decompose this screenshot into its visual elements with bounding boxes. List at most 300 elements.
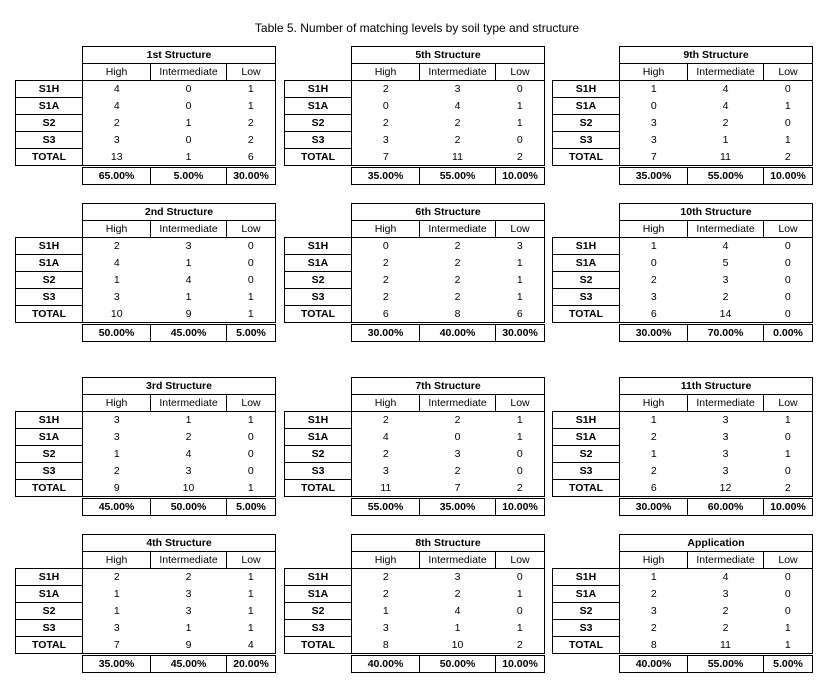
table-row [553, 586, 813, 603]
column-header: High [620, 64, 688, 81]
cell-value: 9 [151, 637, 227, 654]
cell-value: 1 [185, 414, 192, 427]
row-label: S2 [553, 603, 620, 620]
percentage-cell: 55.00% [688, 656, 764, 673]
cell-value: 2 [620, 429, 688, 446]
column-header: Intermediate [151, 64, 227, 81]
structure-table [552, 377, 812, 513]
table-row [285, 412, 545, 429]
percentage-row [285, 325, 545, 342]
column-header: Low [227, 64, 276, 81]
data-table [15, 377, 276, 516]
data-table [552, 377, 813, 516]
cell-value: 0 [496, 463, 545, 480]
cell-value: 2 [454, 134, 461, 146]
cell-value: 0 [764, 289, 813, 306]
column-header: Low [496, 221, 545, 238]
cell-value: 1 [227, 306, 276, 323]
structure-title: 6th Structure [352, 204, 545, 221]
cell-value: 3 [620, 289, 688, 306]
row-label: S1A [285, 98, 352, 115]
table-row [553, 412, 813, 429]
row-label: TOTAL [16, 480, 83, 497]
percentage-cell: 5.00% [764, 656, 813, 673]
cell-value: 1 [185, 291, 192, 303]
percentage-cell: 5.00% [227, 499, 276, 516]
cell-value: 1 [227, 98, 276, 115]
cell-value: 1 [496, 586, 545, 603]
cell-value: 3 [185, 240, 192, 253]
row-label: TOTAL [16, 149, 83, 166]
cell-value: 7 [420, 480, 496, 497]
cell-value: 0 [764, 238, 813, 255]
row-label: S3 [285, 132, 352, 149]
cell-value: 3 [352, 620, 420, 637]
cell-value: 9 [83, 480, 151, 497]
row-label: S3 [16, 620, 83, 637]
table-row [285, 115, 545, 132]
table-row [285, 463, 545, 480]
row-label: S1A [553, 255, 620, 272]
row-label: TOTAL [553, 306, 620, 323]
table-row [16, 620, 276, 637]
cell-value: 2 [352, 569, 420, 586]
row-label: S2 [16, 446, 83, 463]
structure-table [284, 534, 544, 670]
cell-value: 2 [496, 637, 545, 654]
row-label: S3 [16, 289, 83, 306]
row-label: S1H [285, 412, 352, 429]
column-header: Intermediate [420, 395, 496, 412]
row-label: S1H [285, 569, 352, 586]
cell-value: 1 [620, 81, 688, 98]
row-label: S1H [553, 412, 620, 429]
column-header: Low [496, 64, 545, 81]
structure-table [284, 377, 544, 513]
column-header: Intermediate [688, 552, 764, 569]
cell-value: 2 [83, 115, 151, 132]
table-row [553, 446, 813, 463]
row-label: S1A [285, 586, 352, 603]
percentage-cell: 10.00% [496, 168, 545, 185]
cell-value: 2 [620, 272, 688, 289]
table-row [16, 238, 276, 255]
cell-value: 2 [185, 431, 192, 443]
percentage-cell: 45.00% [151, 656, 227, 673]
data-table [15, 534, 276, 673]
cell-value: 4 [722, 83, 729, 96]
cell-value: 3 [454, 83, 461, 96]
cell-value: 2 [454, 274, 461, 286]
cell-value: 3 [454, 448, 461, 460]
cell-value: 3 [454, 571, 461, 584]
row-label: S1A [553, 429, 620, 446]
column-header: Intermediate [151, 395, 227, 412]
row-label: TOTAL [285, 637, 352, 654]
cell-value: 1 [151, 149, 227, 166]
cell-value: 3 [185, 605, 192, 617]
cell-value: 4 [722, 571, 729, 584]
cell-value: 1 [764, 132, 813, 149]
table-row [553, 306, 813, 323]
row-label: S2 [553, 115, 620, 132]
cell-value: 1 [496, 98, 545, 115]
cell-value: 2 [454, 465, 461, 477]
cell-value: 8 [420, 306, 496, 323]
data-table [284, 46, 545, 185]
row-label: S1H [16, 238, 83, 255]
percentage-cell: 50.00% [151, 499, 227, 516]
cell-value: 11 [420, 149, 496, 166]
table-row [285, 429, 545, 446]
cell-value: 5 [722, 257, 729, 269]
cell-value: 0 [764, 272, 813, 289]
cell-value: 4 [227, 637, 276, 654]
table-row [16, 272, 276, 289]
percentage-cell: 50.00% [420, 656, 496, 673]
cell-value: 0 [185, 134, 192, 146]
table-row [16, 429, 276, 446]
row-label: S1H [285, 81, 352, 98]
cell-value: 1 [620, 238, 688, 255]
percentage-cell: 35.00% [420, 499, 496, 516]
structure-title: 8th Structure [352, 535, 545, 552]
data-table [552, 46, 813, 185]
cell-value: 4 [352, 429, 420, 446]
row-label: S1A [16, 255, 83, 272]
cell-value: 4 [454, 100, 461, 112]
cell-value: 2 [352, 586, 420, 603]
cell-value: 0 [764, 81, 813, 98]
column-header: High [83, 221, 151, 238]
column-header: Low [227, 395, 276, 412]
cell-value: 13 [83, 149, 151, 166]
structure-table [284, 203, 544, 339]
cell-value: 11 [688, 637, 764, 654]
cell-value: 2 [496, 480, 545, 497]
cell-value: 2 [352, 412, 420, 429]
data-table [15, 46, 276, 185]
table-row [553, 255, 813, 272]
table-row [553, 132, 813, 149]
structure-title: 10th Structure [620, 204, 813, 221]
column-header: Intermediate [688, 395, 764, 412]
cell-value: 1 [83, 603, 151, 620]
cell-value: 3 [83, 429, 151, 446]
column-header: High [83, 552, 151, 569]
table-row [285, 132, 545, 149]
cell-value: 3 [352, 463, 420, 480]
table-row [285, 272, 545, 289]
cell-value: 0 [496, 446, 545, 463]
cell-value: 1 [496, 429, 545, 446]
cell-value: 1 [496, 115, 545, 132]
table-row [553, 569, 813, 586]
table-row [553, 429, 813, 446]
row-label: S3 [285, 463, 352, 480]
percentage-cell: 35.00% [83, 656, 151, 673]
table-row [553, 115, 813, 132]
column-header: Intermediate [688, 221, 764, 238]
cell-value: 2 [83, 238, 151, 255]
cell-value: 0 [764, 306, 813, 323]
row-label: S1H [285, 238, 352, 255]
row-label: S1H [16, 81, 83, 98]
cell-value: 4 [722, 100, 729, 112]
table-row [285, 620, 545, 637]
percentage-cell: 45.00% [83, 499, 151, 516]
structure-table [15, 203, 275, 339]
cell-value: 1 [227, 480, 276, 497]
cell-value: 2 [722, 622, 729, 634]
row-label: S3 [16, 463, 83, 480]
row-label: S1A [16, 429, 83, 446]
column-header: High [620, 395, 688, 412]
table-row [553, 463, 813, 480]
cell-value: 1 [764, 446, 813, 463]
percentage-cell: 35.00% [352, 168, 420, 185]
row-label: S3 [553, 289, 620, 306]
cell-value: 4 [83, 81, 151, 98]
structure-title: 2nd Structure [83, 204, 276, 221]
cell-value: 2 [185, 571, 192, 584]
cell-value: 1 [83, 586, 151, 603]
table-row [16, 603, 276, 620]
table-row [285, 603, 545, 620]
cell-value: 0 [764, 463, 813, 480]
column-header: High [83, 64, 151, 81]
row-label: S1H [553, 569, 620, 586]
data-table [284, 377, 545, 516]
table-row [285, 480, 545, 497]
data-table [284, 203, 545, 342]
cell-value: 2 [352, 81, 420, 98]
percentage-cell: 10.00% [764, 499, 813, 516]
percentage-cell: 0.00% [764, 325, 813, 342]
cell-value: 0 [496, 603, 545, 620]
column-header: Low [764, 221, 813, 238]
cell-value: 9 [151, 306, 227, 323]
row-label: S2 [16, 272, 83, 289]
structure-table [15, 377, 275, 513]
cell-value: 10 [151, 480, 227, 497]
cell-value: 4 [722, 240, 729, 253]
cell-value: 3 [83, 132, 151, 149]
column-header: Low [227, 221, 276, 238]
cell-value: 1 [722, 134, 729, 146]
cell-value: 2 [352, 115, 420, 132]
row-label: S3 [285, 289, 352, 306]
cell-value: 2 [352, 289, 420, 306]
column-header: High [352, 552, 420, 569]
cell-value: 0 [764, 569, 813, 586]
table-row [16, 289, 276, 306]
structure-title: 3rd Structure [83, 378, 276, 395]
row-label: TOTAL [553, 480, 620, 497]
column-header: High [620, 221, 688, 238]
data-table [15, 203, 276, 342]
cell-value: 3 [496, 238, 545, 255]
row-label: S2 [16, 115, 83, 132]
table-row [553, 289, 813, 306]
cell-value: 2 [620, 586, 688, 603]
cell-value: 3 [620, 132, 688, 149]
cell-value: 1 [352, 603, 420, 620]
row-label: S3 [553, 463, 620, 480]
table-row [16, 480, 276, 497]
cell-value: 2 [454, 257, 461, 269]
column-header: Low [496, 552, 545, 569]
cell-value: 3 [722, 448, 729, 460]
percentage-cell: 10.00% [496, 656, 545, 673]
row-label: TOTAL [285, 480, 352, 497]
cell-value: 1 [185, 622, 192, 634]
cell-value: 3 [722, 465, 729, 477]
cell-value: 2 [722, 291, 729, 303]
table-row [285, 586, 545, 603]
cell-value: 2 [454, 414, 461, 427]
column-header: High [352, 395, 420, 412]
row-label: S3 [553, 132, 620, 149]
table-row [285, 446, 545, 463]
column-header: High [352, 221, 420, 238]
cell-value: 0 [227, 272, 276, 289]
cell-value: 0 [227, 446, 276, 463]
cell-value: 1 [496, 289, 545, 306]
cell-value: 1 [83, 272, 151, 289]
row-label: S1H [553, 238, 620, 255]
percentage-cell: 45.00% [151, 325, 227, 342]
cell-value: 3 [83, 412, 151, 429]
cell-value: 3 [83, 289, 151, 306]
cell-value: 1 [454, 622, 461, 634]
cell-value: 0 [496, 81, 545, 98]
column-header: Low [764, 395, 813, 412]
table-caption: Table 5. Number of matching levels by soil type and structure [254, 21, 580, 35]
percentage-row [285, 168, 545, 185]
table-row [16, 255, 276, 272]
percentage-row [16, 168, 276, 185]
cell-value: 0 [227, 463, 276, 480]
data-table [284, 534, 545, 673]
row-label: S2 [285, 272, 352, 289]
cell-value: 3 [185, 465, 192, 477]
cell-value: 1 [620, 446, 688, 463]
row-label: S1A [16, 586, 83, 603]
cell-value: 0 [764, 586, 813, 603]
cell-value: 4 [83, 255, 151, 272]
cell-value: 1 [227, 289, 276, 306]
table-row [16, 586, 276, 603]
cell-value: 2 [496, 149, 545, 166]
column-header: Low [764, 552, 813, 569]
table-row [16, 306, 276, 323]
structure-table [15, 46, 275, 182]
cell-value: 0 [620, 98, 688, 115]
row-label: S2 [553, 272, 620, 289]
row-label: TOTAL [553, 637, 620, 654]
row-label: S1H [553, 81, 620, 98]
cell-value: 0 [764, 429, 813, 446]
row-label: S2 [285, 446, 352, 463]
cell-value: 0 [496, 132, 545, 149]
percentage-cell: 40.00% [352, 656, 420, 673]
table-row [16, 446, 276, 463]
cell-value: 0 [764, 603, 813, 620]
data-table [552, 534, 813, 673]
cell-value: 2 [83, 569, 151, 586]
cell-value: 4 [185, 274, 192, 286]
table-row [16, 132, 276, 149]
percentage-cell: 35.00% [620, 168, 688, 185]
percentage-cell: 70.00% [688, 325, 764, 342]
row-label: S1A [16, 98, 83, 115]
cell-value: 3 [722, 588, 729, 600]
structure-title: Application [620, 535, 813, 552]
cell-value: 3 [620, 115, 688, 132]
cell-value: 2 [352, 446, 420, 463]
cell-value: 10 [420, 637, 496, 654]
cell-value: 2 [454, 588, 461, 600]
cell-value: 4 [454, 605, 461, 617]
row-label: TOTAL [16, 306, 83, 323]
cell-value: 6 [620, 306, 688, 323]
table-row [285, 98, 545, 115]
structure-title: 9th Structure [620, 47, 813, 64]
cell-value: 7 [352, 149, 420, 166]
cell-value: 1 [227, 586, 276, 603]
table-row [553, 98, 813, 115]
percentage-row [553, 325, 813, 342]
cell-value: 1 [764, 98, 813, 115]
table-row [285, 289, 545, 306]
percentage-cell: 55.00% [420, 168, 496, 185]
column-header: Low [764, 64, 813, 81]
table-row [553, 620, 813, 637]
percentage-cell: 60.00% [688, 499, 764, 516]
row-label: S1A [553, 98, 620, 115]
column-header: Intermediate [688, 64, 764, 81]
cell-value: 1 [764, 637, 813, 654]
cell-value: 3 [185, 588, 192, 600]
percentage-cell: 10.00% [496, 499, 545, 516]
column-header: Intermediate [420, 552, 496, 569]
cell-value: 0 [185, 100, 192, 112]
cell-value: 1 [227, 81, 276, 98]
cell-value: 0 [352, 238, 420, 255]
table-row [285, 149, 545, 166]
percentage-cell: 65.00% [83, 168, 151, 185]
percentage-cell: 50.00% [83, 325, 151, 342]
table-row [16, 412, 276, 429]
percentage-cell: 5.00% [227, 325, 276, 342]
table-row [553, 637, 813, 654]
table-row [553, 272, 813, 289]
cell-value: 1 [764, 412, 813, 429]
percentage-row [16, 325, 276, 342]
percentage-row [285, 499, 545, 516]
structure-table [284, 46, 544, 182]
cell-value: 14 [688, 306, 764, 323]
cell-value: 8 [620, 637, 688, 654]
structure-title: 11th Structure [620, 378, 813, 395]
cell-value: 4 [83, 98, 151, 115]
row-label: TOTAL [16, 637, 83, 654]
cell-value: 1 [185, 257, 192, 269]
percentage-cell: 5.00% [151, 168, 227, 185]
percentage-row [553, 499, 813, 516]
table-row [16, 81, 276, 98]
